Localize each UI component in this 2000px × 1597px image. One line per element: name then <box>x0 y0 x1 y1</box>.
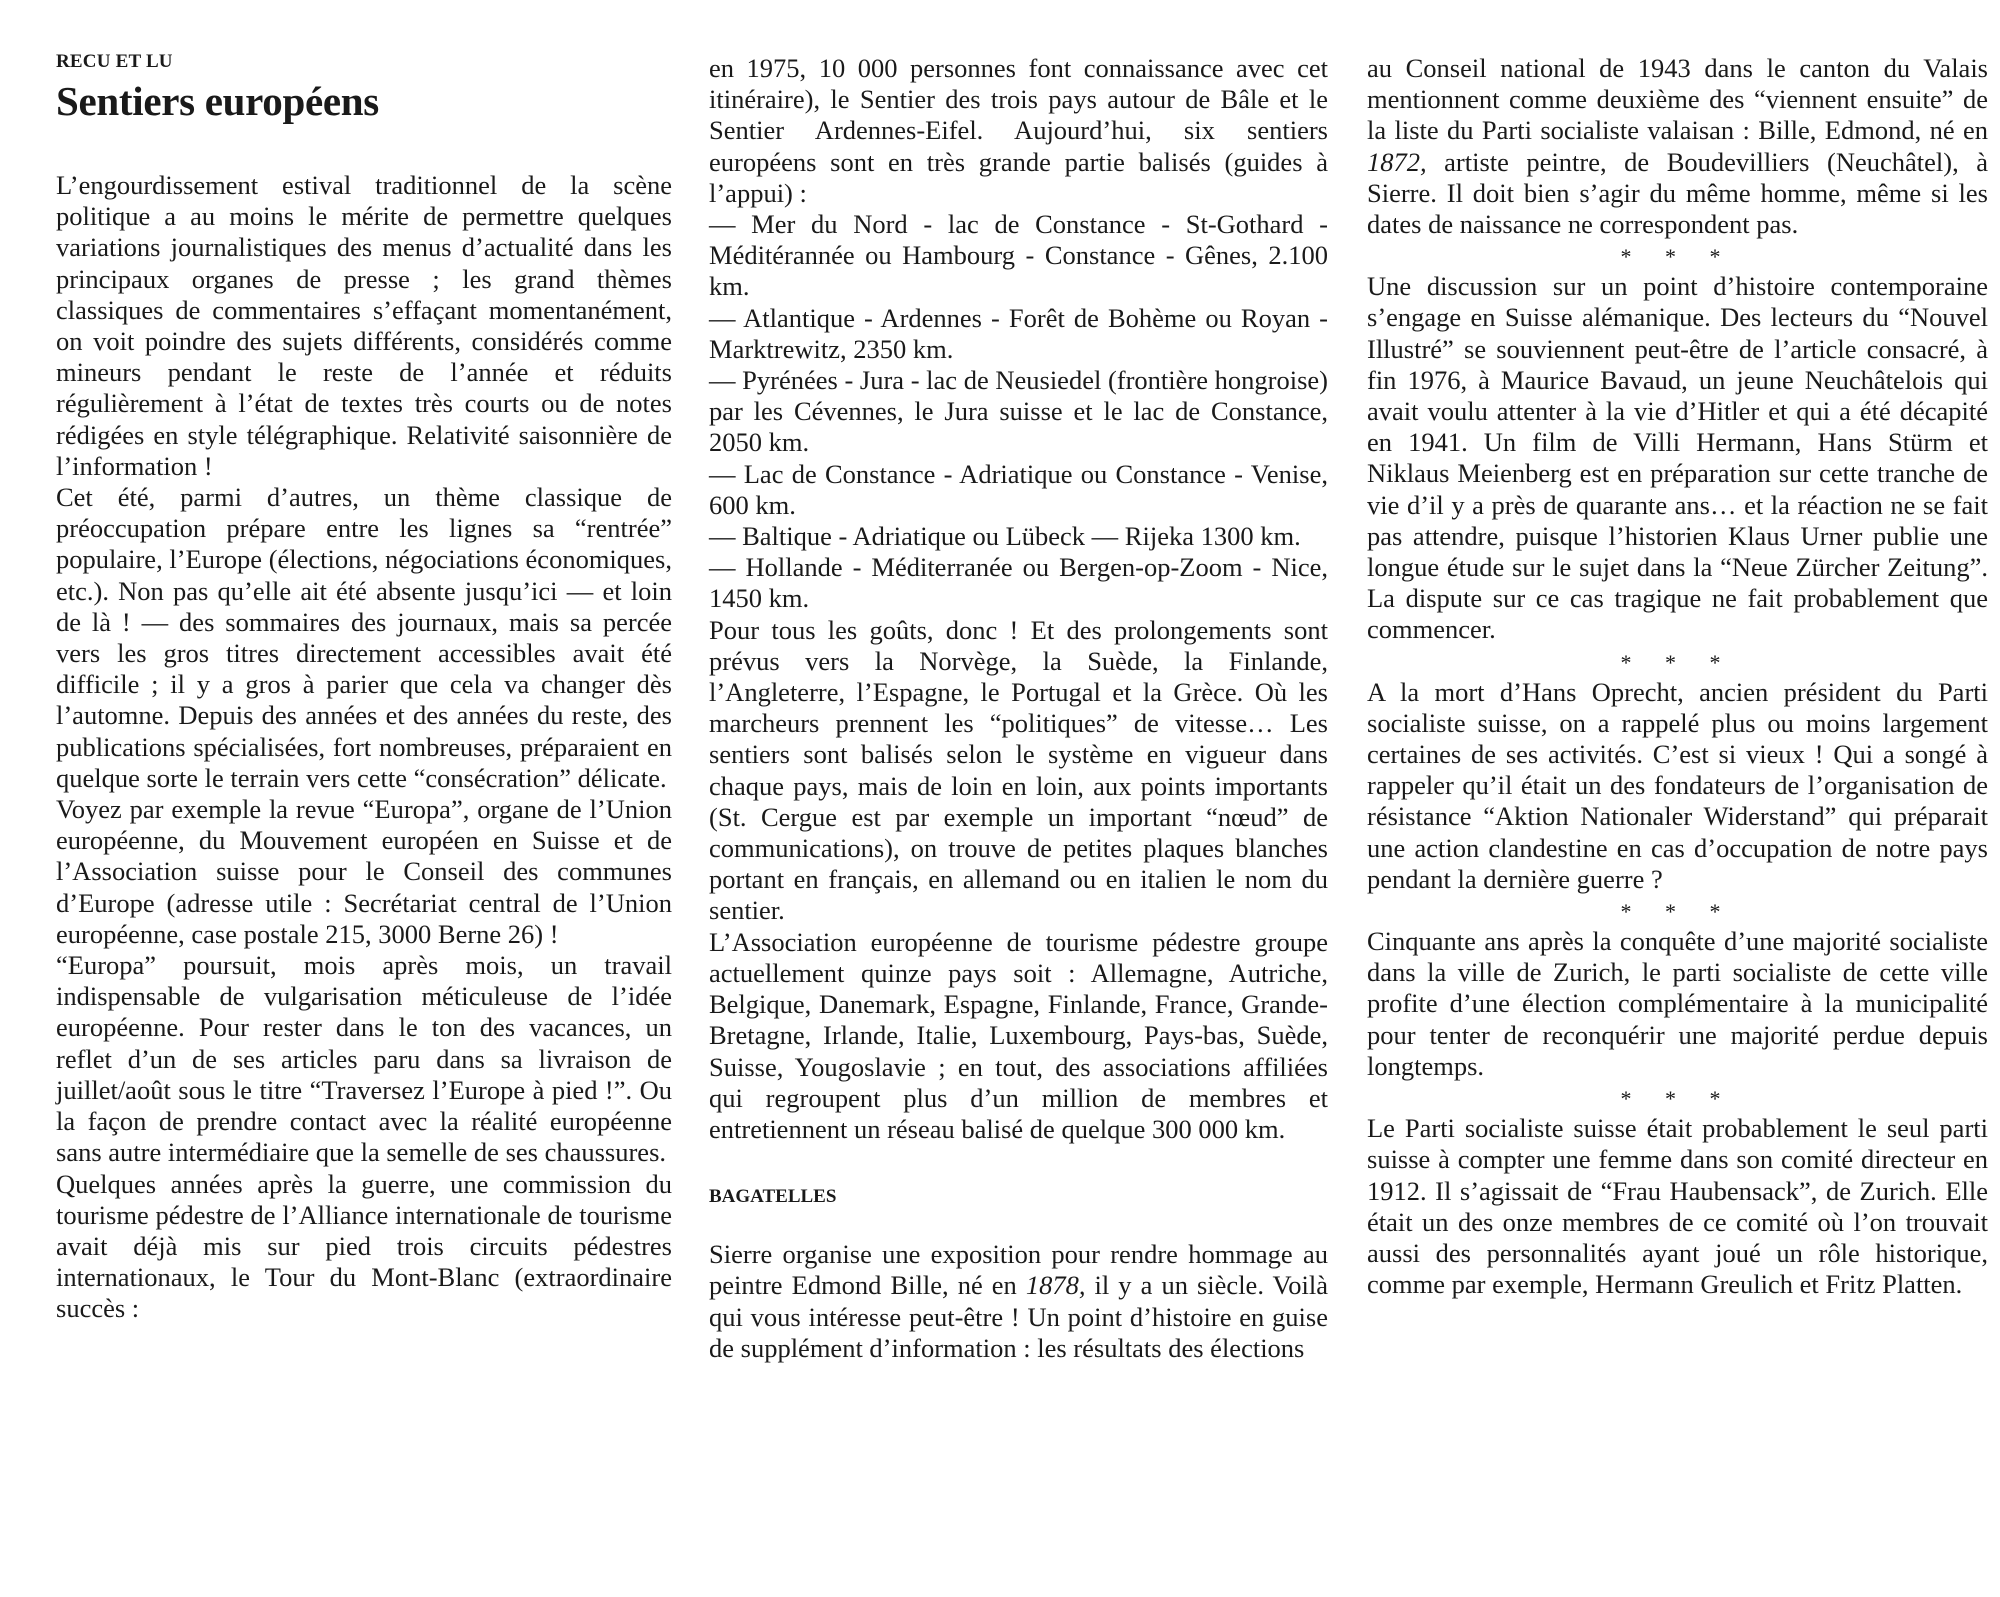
route-item: — Atlantique - Ardennes - Forêt de Bohème ou Royan - Marktrewitz, 2350 km. <box>709 302 1328 364</box>
separator-stars: * * * <box>1620 244 1735 270</box>
article-title: Sentiers européens <box>56 78 379 124</box>
paragraph: Cet été, parmi d’autres, un thème classique de préoccupation prépare entre les lignes sa “rentrée” populaire, l’Europe (élections, négociations économiques, etc.). Non pas qu’elle ait été absente jusqu’ici — et loin de là ! — des sommaires des journaux, mais sa percée vers les gros titres directement accessibles avait été difficile ; il y a gros à parier que cela va changer dès l’automne. Depuis des années et des années du reste, des publications spécialisées, fort nombreuses, préparaient en quelque sorte le terrain vers cette “consécration” délicate. <box>56 482 672 793</box>
paragraph: A la mort d’Hans Oprecht, ancien président du Parti socialiste suisse, on a rappelé plus ou moins largement certaines de ses activités. C’est si vieux ! Qui a songé à rappeler qu’il était un des fondateurs de l’organisation de résistance “Aktion Nationaler Widerstand” qui préparait une action clandestine en cas d’occupation de notre pays pendant la dernière guerre ? <box>1367 676 1988 894</box>
route-item: — Lac de Constance - Adriatique ou Constance - Venise, 600 km. <box>709 458 1328 520</box>
separator-stars: * * * <box>1620 1086 1735 1112</box>
column-1 <box>56 50 672 1325</box>
paragraph-text: Sierre organise une exposition pour rendre hommage au peintre Edmond Bille, né en <box>709 1239 1328 1301</box>
route-item: — Hollande - Méditerranée ou Bergen-op-Zoom - Nice, 1450 km. <box>709 552 1328 614</box>
separator <box>1367 1082 1988 1113</box>
route-item: — Mer du Nord - lac de Constance - St-Gothard - Méditérannée ou Hambourg - Constance - Gênes, 2.100 km. <box>709 209 1328 302</box>
route-item: — Pyrénées - Jura - lac de Neusiedel (frontière hongroise) par les Cévennes, le Jura suisse et le lac de Constance, 2050 km. <box>709 365 1328 458</box>
paragraph: Cinquante ans après la conquête d’une majorité socialiste dans la ville de Zurich, le parti socialiste de cette ville profite d’une élection complémentaire à la municipalité pour tenter de reconquérir une majorité perdue depuis longtemps. <box>1367 926 1988 1081</box>
paragraph-text: au Conseil national de 1943 dans le canton du Valais mentionnent comme deuxième des “viennent ensuite” de la liste du Parti socialiste valaisan : Bille, Edmond, né en <box>1367 53 1988 146</box>
paragraph-text: artiste peintre, de Boudevilliers (Neuchâtel), à Sierre. Il doit bien s’agir du même homme, même si les dates de naissance ne correspondent pas. <box>1367 146 1988 240</box>
paragraph: L’Association européenne de tourisme pédestre groupe actuellement quinze pays soit : Allemagne, Autriche, Belgique, Danemark, Espagne, Finlande, France, Grande-Bretagne, Irlande, Italie, Luxembourg, Pays-bas, Suède, Suisse, Yougoslavie ; en tout, des associations affiliées qui regroupent plus d’un million de membres et entretiennent un réseau balisé de quelque 300 000 km. <box>709 926 1328 1144</box>
birth-year: 1872, <box>1367 146 1427 177</box>
paragraph <box>709 1239 1328 1364</box>
paragraph: Une discussion sur un point d’histoire contemporaine s’engage en Suisse alémanique. Des lecteurs du “Nouvel Illustré” se souviennent peut-être de l’article consacré, à fin 1976, à Maurice Bavaud, un jeune Neuchâtelois qui avait voulu attenter à la vie d’Hitler et qui a été décapité en 1941. Un film de Villi Hermann, Hans Stürm et Niklaus Meienberg est en préparation sur cette tranche de vie d’il y a près de quarante ans… et la réaction ne se fait pas attendre, puisque l’historien Klaus Urner publie une longue étude sur le sujet dans la “Neue Zürcher Zeitung”. La dispute sur ce cas tragique ne fait probablement que commencer. <box>1367 271 1988 645</box>
separator <box>1367 646 1988 677</box>
paragraph: Pour tous les goûts, donc ! Et des prolongements sont prévus vers la Norvège, la Suède, la Finlande, l’Angleterre, l’Espagne, le Portugal et la Grèce. Où les marcheurs prennent les “politiques” de vitesse… Les sentiers sont balisés selon le système en vigueur dans chaque pays, mais de loin en loin, aux points importants (St. Cergue est par exemple un important “nœud” de communications), on trouve de petites plaques blanches portant en français, en allemand ou en italien le nom du sentier. <box>709 614 1328 926</box>
paragraph: Quelques années après la guerre, une commission du tourisme pédestre de l’Alliance internationale de tourisme avait déjà mis sur pied trois circuits pédestres internationaux, le Tour du Mont-Blanc (extraordinaire succès : <box>56 1168 672 1324</box>
paragraph: Le Parti socialiste suisse était probablement le seul parti suisse à compter une femme dans son comité directeur en 1912. Il s’agissait de “Frau Haubensack”, de Zurich. Elle était un des onze membres de ce comité où l’on trouvait aussi des personnalités ayant joué un rôle historique, comme par exemple, Hermann Greulich et Fritz Platten. <box>1367 1113 1988 1300</box>
column-3 <box>1367 53 1988 1300</box>
section-kicker: RECU ET LU <box>56 51 173 72</box>
paragraph-text: il y a un siècle. Voilà qui vous intéresse peut-être ! Un point d’histoire en guise de supplément d’information : les résultats des élections <box>709 1270 1328 1363</box>
separator <box>1367 240 1988 271</box>
column-2 <box>709 53 1328 1364</box>
route-item: — Baltique - Adriatique ou Lübeck — Rijeka 1300 km. <box>709 521 1301 552</box>
paragraph: “Europa” poursuit, mois après mois, un travail indispensable de vulgarisation méticuleuse de l’idée européenne. Pour rester dans le ton des vacances, un reflet d’un de ses articles paru dans sa livraison de juillet/août sous le titre “Traversez l’Europe à pied !”. Ou la façon de prendre contact avec la réalité européenne sans autre intermédiaire que la semelle de ses chaussures. <box>56 950 672 1168</box>
paragraph: L’engourdissement estival traditionnel de la scène politique a au moins le mérite de permettre quelques variations journalistiques des menus d’actualité dans les principaux organes de presse ; les grand thèmes classiques de commentaires s’effaçant momentanément, on voit poindre des sujets différents, considérés comme mineurs pendant le reste de l’année et réduits régulièrement à l’état de textes très courts ou de notes rédigées en style télégraphique. Relativité saisonnière de l’information ! <box>56 170 672 481</box>
separator <box>1367 895 1988 926</box>
separator-stars: * * * <box>1620 899 1735 925</box>
paragraph: Voyez par exemple la revue “Europa”, organe de l’Union européenne, du Mouvement européen en Suisse et de l’Association suisse pour le Conseil des communes d’Europe (adresse utile : Secrétariat central de l’Union européenne, case postale 215, 3000 Berne 26) ! <box>56 794 672 949</box>
birth-year: 1878, <box>1025 1270 1086 1301</box>
separator-stars: * * * <box>1620 649 1735 675</box>
section-heading-bagatelles: BAGATELLES <box>709 1186 837 1208</box>
paragraph <box>1367 53 1988 240</box>
paragraph: en 1975, 10 000 personnes font connaissance avec cet itinéraire), le Sentier des trois pays autour de Bâle et le Sentier Ardennes-Eifel. Aujourd’hui, six sentiers européens sont en très grande partie balisés (guides à l’appui) : <box>709 53 1328 208</box>
